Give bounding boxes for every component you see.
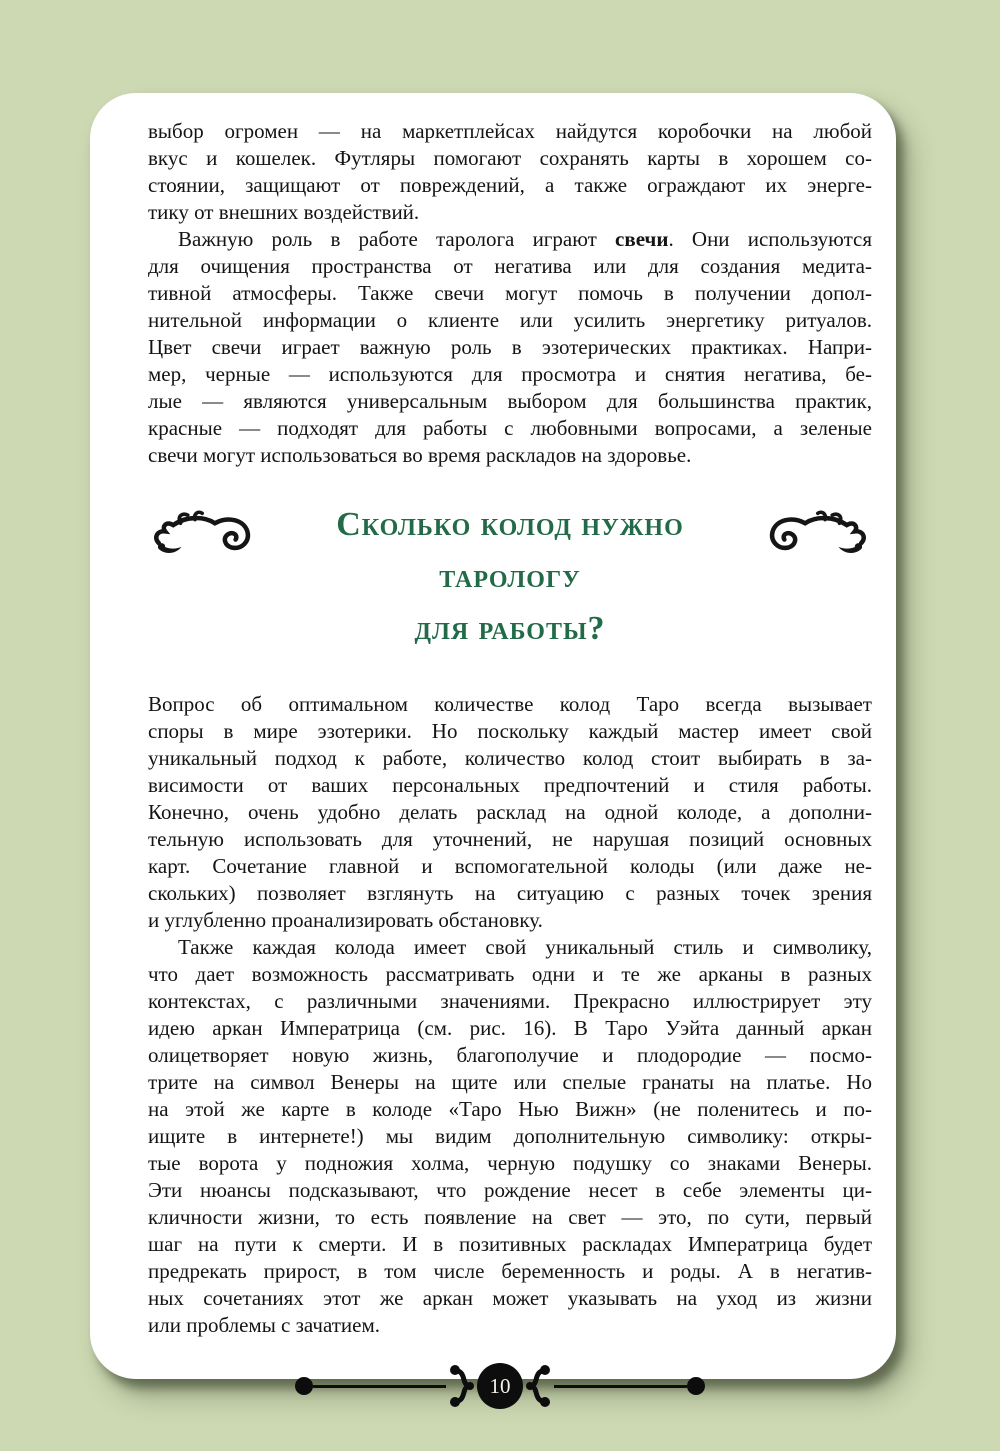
text-line: выбор огромен — на маркетплейсах найдутся коробочки на любой [148,119,872,143]
text-line: для очищения пространства от негатива или для создания медита- [148,254,872,278]
text-line: тельную использовать для уточнений, не нарушая позиций основных [148,827,872,851]
text-line: лые — являются универсальным выбором для большинства практик, [148,389,872,413]
text-line: шаг на пути к смерти. И в позитивных раскладах Императрица будет [148,1232,872,1256]
text-line: стоянии, защищают от повреждений, а также ограждают их энерге- [148,173,872,197]
divider-line-right [554,1385,687,1388]
paragraph [148,118,872,226]
section-title-line-2: для работы? [414,610,606,647]
text-line: Цвет свечи играет важную роль в эзотерических практиках. Напри- [148,335,872,359]
text-line: нительной информации о клиенте или усилить энергетику ритуалов. [148,308,872,332]
section-heading-block [148,499,872,655]
curly-brace-right-icon [526,1363,552,1409]
text-line: красные — подходят для работы с любовными вопросами, а зеленые [148,416,872,440]
text-line: свечи могут использоваться во время раскладов на здоровье. [148,443,692,467]
text-line: олицетворяет новую жизнь, благополучие и плодородие — посмо- [148,1043,872,1067]
text-line: уникальный подход к работе, количество колод стоит выбирать в за- [148,746,872,770]
text-line: ных сочетаниях этот же аркан может указывать на уход из жизни [148,1286,872,1310]
text-line: и углубленно проанализировать обстановку. [148,908,543,932]
page-card [90,93,896,1379]
text-line: Вопрос об оптимальном количестве колод Таро всегда вызывает [148,692,872,716]
text-line: Конечно, очень удобно делать расклад на одной колоде, а дополни- [148,800,872,824]
text-line: или проблемы с зачатием. [148,1313,381,1337]
text-line: карт. Сочетание главной и вспомогательной колоды (или даже не- [148,854,872,878]
text-line: тые ворота у подножия холма, черную подушку со знаками Венеры. [148,1151,872,1175]
text-line: на этой же карте в колоде «Таро Нью Вижн» (не поленитесь и по- [148,1097,872,1121]
text-line: Эти нюансы подсказывают, что рождение несет в себе элементы ци- [148,1178,872,1202]
text-line: тивной атмосферы. Также свечи могут помочь в получении допол- [148,281,872,305]
text-line: контекстах, с различными значениями. Прекрасно иллюстрирует эту [148,989,872,1013]
paragraph [148,934,872,1339]
text-line: висимости от ваших персональных предпочтений и стиля работы. [148,773,872,797]
swirl-flourish-icon [148,507,266,565]
text-line: Также каждая колода имеет свой уникальный стиль и символику, [178,935,872,959]
text-line: вкус и кошелек. Футляры помогают сохранять карты в хорошем со- [148,146,872,170]
divider-line-left [313,1385,446,1388]
text-line: предрекать прирост, в том числе беременность и роды. А в негатив- [148,1259,872,1283]
text-line: ищите в интернете!) мы видим дополнительную символику: откры- [148,1124,872,1148]
divider-dot-right-icon [687,1377,705,1395]
text-line: что дает возможность рассматривать одни и те же арканы в разных [148,962,872,986]
text-line: тику от внешних воздействий. [148,200,420,224]
paragraph [148,226,872,469]
page-number: 10 [489,1373,511,1398]
page-number-badge [477,1363,523,1409]
text-line: идею аркан Императрица (см. рис. 16). В Таро Уэйта данный аркан [148,1016,872,1040]
text-line: трите на символ Венеры на щите или спелые гранаты на платье. Но [148,1070,872,1094]
text-line: споры в мире эзотерики. Но поскольку каждый мастер имеет свой [148,719,872,743]
text-line: кличности жизни, то есть появление на свет — это, по сути, первый [148,1205,872,1229]
text-line: Важную роль в работе таролога играют свечи. Они используются [178,227,872,251]
article-body-top [148,118,872,469]
text-line: мер, черные — используются для просмотра и снятия негатива, бе- [148,362,872,386]
section-title-line-1: Сколько колод нужно тарологу [336,506,684,595]
curly-brace-left-icon [448,1363,474,1409]
swirl-flourish-icon-mirrored [754,507,872,565]
paragraph [148,691,872,934]
page-footer-ornament [295,1358,705,1414]
article-body-bottom [148,691,872,1339]
section-title [266,499,754,655]
divider-dot-left-icon [295,1377,313,1395]
text-line: скольких) позволяет взглянуть на ситуацию с разных точек зрения [148,881,872,905]
